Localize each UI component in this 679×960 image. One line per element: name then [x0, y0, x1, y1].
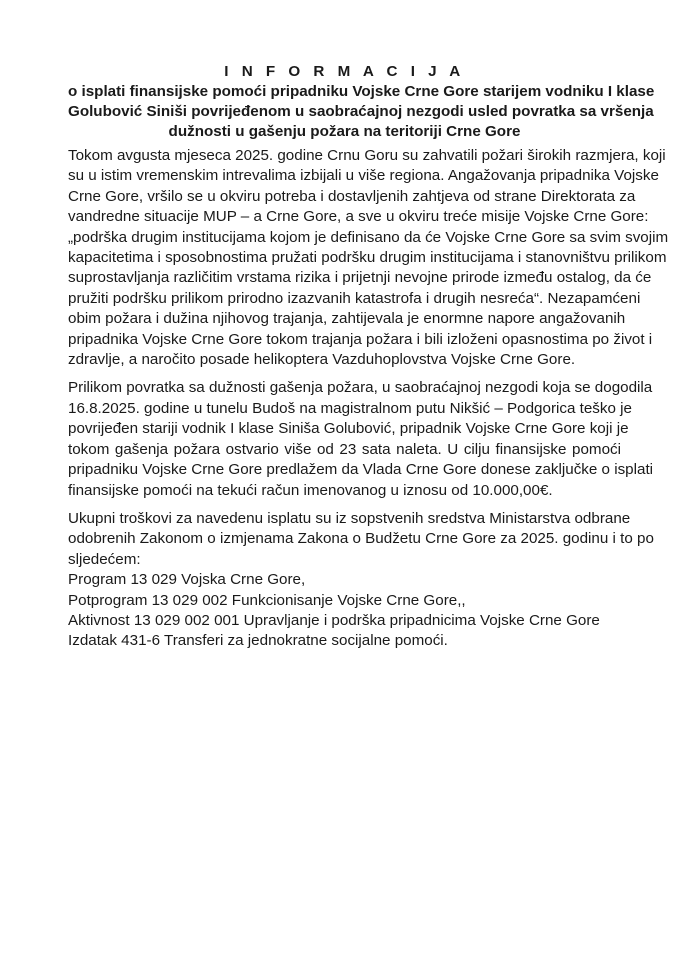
document-page [68, 62, 669, 652]
text-line: 16.8.2025. godine u tunelu Budoš na magistralnom putu Nikšić – Podgorica teško je [68, 399, 632, 417]
text-line: Crne Gore, vršilo se u okviru potreba i dostavljenih zahtjeva od strane Direktorata za [68, 187, 636, 205]
document-title: I N F O R M A C I J A [224, 63, 465, 80]
budget-activity: Aktivnost 13 029 002 001 Upravljanje i podrška pripadnicima Vojske Crne Gore [68, 611, 600, 629]
text-line: vandredne situacije MUP – a Crne Gore, a sve u okviru treće misije Vojske Crne Gore: [68, 208, 649, 226]
text-line: odobrenih Zakonom o izmjenama Zakona o Budžetu Crne Gore za 2025. godinu i to po [68, 530, 654, 548]
budget-program: Program 13 029 Vojska Crne Gore, [68, 571, 306, 589]
text-line: zdravlje, a naročito posade helikoptera Vazduhoplovstva Vojske Crne Gore. [68, 351, 576, 369]
budget-subprogram: Potprogram 13 029 002 Funkcionisanje Vojske Crne Gore,, [68, 591, 466, 609]
budget-expense: Izdatak 431-6 Transferi za jednokratne socijalne pomoći. [68, 632, 448, 650]
subtitle-line: o isplati finansijske pomoći pripadniku Vojske Crne Gore starijem vodniku I klase [68, 83, 655, 100]
text-line: povrijeđen stariji vodnik I klase Siniša Golubović, pripadnik Vojske Crne Gore koji je [68, 420, 629, 438]
text-line: „podrška drugim institucijama kojom je definisano da će Vojske Crne Gore sa svim svojim [68, 228, 669, 246]
subtitle-line: dužnosti u gašenju požara na teritoriji Crne Gore [168, 123, 521, 140]
paragraph-fires-context [68, 146, 669, 370]
text-line: kapacitetima i sposobnostima pružati podršku drugim institucijama i stanovništvu prilikom [68, 249, 667, 267]
text-line: Ukupni troškovi za navedenu isplatu su iz sopstvenih sredstva Ministarstva odbrane [68, 509, 631, 527]
document-subtitle [68, 82, 655, 142]
text-line: sljedećem: [68, 550, 141, 568]
text-line: suprostavljanja različitim vrstama rizika i prijetnji nevojne prirode između ostalog, da će [68, 269, 652, 287]
paragraph-costs [68, 509, 654, 570]
text-line: obim požara i dužina njihovog trajanja, zahtijevala je enormne napore angažovanih [68, 310, 626, 328]
text-line: Tokom avgusta mjeseca 2025. godine Crnu Goru su zahvatili požari širokih razmjera, koji [68, 147, 666, 164]
budget-lines [68, 570, 621, 652]
subtitle-line: Golubović Siniši povrijeđenom u saobraćajnoj nezgodi usled povratka sa vršenja [68, 103, 654, 120]
text-line: tokom gašenja požara ostvario više od 23 sata naleta. U cilju finansijske pomoći [68, 440, 621, 458]
text-line: pripadnika Vojske Crne Gore tokom trajanja požara i bili izloženi opasnostima po život i [68, 330, 653, 348]
text-line: Prilikom povratka sa dužnosti gašenja požara, u saobraćajnoj nezgodi koja se dogodila [68, 379, 653, 397]
text-line: finansijske pomoći na tekući račun imenovanog u iznosu od 10.000,00€. [68, 481, 553, 499]
paragraph-accident [68, 378, 654, 500]
text-line: pružiti podršku prilikom prirodno izazvanih katastrofa i drugih nesreća“. Nezapamćeni [68, 289, 641, 307]
text-line: pripadniku Vojske Crne Gore predlažem da Vlada Crne Gore donese zaključke o isplati [68, 461, 654, 479]
text-line: su u istim vremenskim intrevalima izbijali u više regiona. Angažovanja pripadnika Vojske [68, 167, 659, 185]
